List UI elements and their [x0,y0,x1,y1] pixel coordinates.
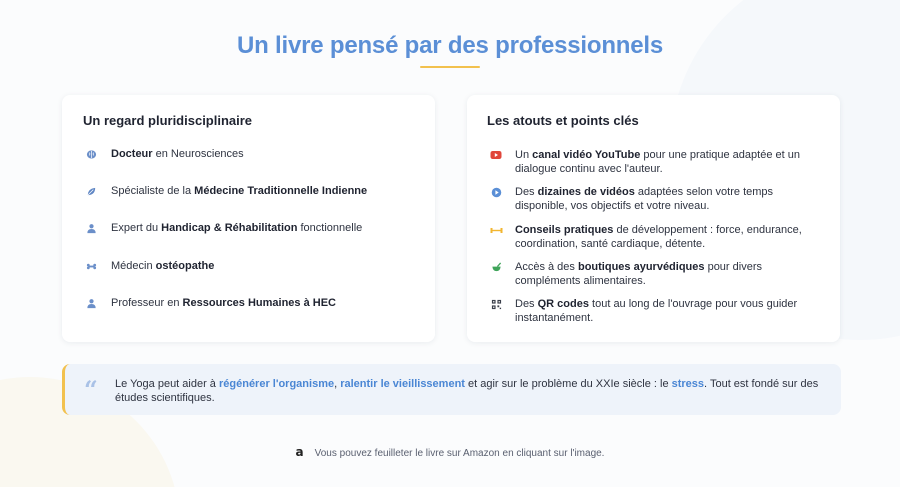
page-title: Un livre pensé par des professionnels [236,32,664,59]
dumbbell-icon [489,223,503,237]
card-key-points [467,95,840,342]
list-item: Spécialiste de la Médecine Traditionnelle Indienne [84,184,421,198]
leaf-icon [84,184,98,198]
list-item: Expert du Handicap & Réhabilitation fonctionnelle [84,221,421,235]
list-item: Des dizaines de vidéos adaptées selon votre temps disponible, vos objectifs et votre niveau. [489,185,826,213]
person-icon [84,221,98,235]
card-title: Un regard pluridisciplinaire [83,113,253,128]
list-item: Professeur en Ressources Humaines à HEC [84,296,421,310]
brain-icon [84,147,98,161]
list-item: Accès à des boutiques ayurvédiques pour divers compléments alimentaires. [489,260,826,288]
bone-icon [84,259,98,273]
person-icon [84,296,98,310]
card-pluridisciplinary [62,95,435,342]
list-item: Conseils pratiques de développement : force, endurance, coordination, santé cardiaque, détente. [489,223,826,251]
quote-box [62,364,841,415]
qrcode-icon [489,297,503,311]
mortar-icon [489,260,503,274]
list-item: Médecin ostéopathe [84,259,421,273]
list-item: Docteur en Neurosciences [84,147,421,161]
youtube-icon [489,148,503,162]
quote-text: Le Yoga peut aider à régénérer l'organisme, ralentir le vieillissement et agir sur le problème du XXIe siècle : le stress. Tout est fondé sur des études scientifiques. [115,378,819,404]
footer-note [0,446,900,460]
list-item: Des QR codes tout au long de l'ouvrage pour vous guider instantanément. [489,297,826,325]
card-title: Les atouts et points clés [487,113,639,128]
amazon-icon: a [295,445,304,459]
footer-text: Vous pouvez feuilleter le livre sur Amazon en cliquant sur l'image. [314,447,605,459]
list-item: Un canal vidéo YouTube pour une pratique adaptée et un dialogue continu avec l'auteur. [489,148,826,176]
play-circle-icon [489,185,503,199]
title-underline [420,66,480,68]
quote-icon: “ [84,375,98,404]
